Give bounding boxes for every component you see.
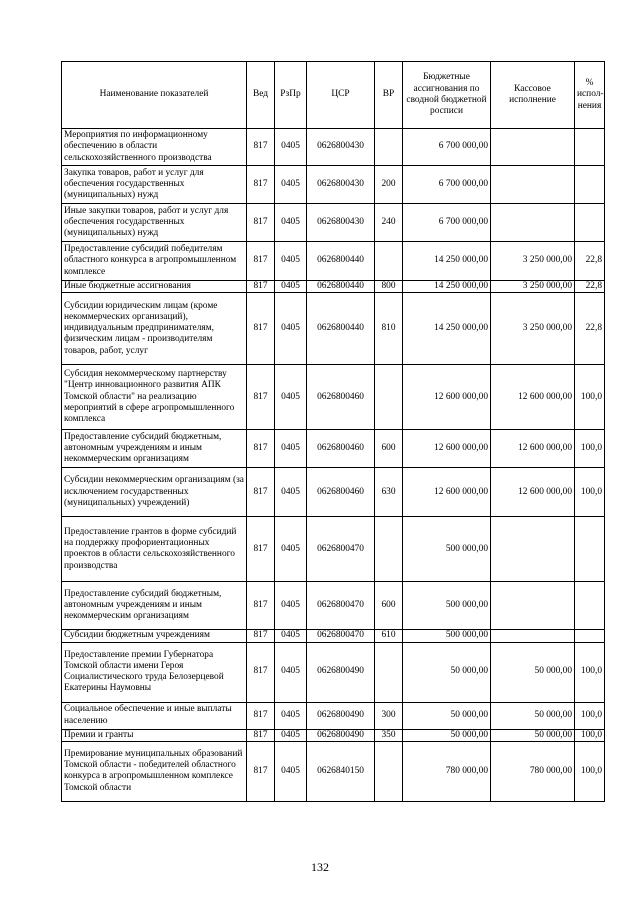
cell-csr: 0626800440	[307, 281, 375, 293]
cell-name: Субсидия некоммерческому партнерству "Центр инновационного развития АПК Томской области" на реализацию мероприятий в сфере агропромышленного комплекса	[62, 365, 247, 430]
cell-vr	[375, 642, 403, 702]
cell-ved: 817	[247, 741, 275, 801]
cell-ved: 817	[247, 242, 275, 281]
cell-cash	[491, 582, 575, 630]
header-cash: Кассовое исполнение	[491, 62, 575, 129]
cell-name: Предоставление субсидий победителям областного конкурса в агропромышленном комплексе	[62, 242, 247, 281]
cell-vr: 300	[375, 702, 403, 729]
cell-name: Предоставление премии Губернатора Томской области имени Героя Социалистического труда Белозерцевой Екатерины Наумовны	[62, 642, 247, 702]
cell-rzpr: 0405	[275, 517, 307, 582]
table-row	[62, 517, 605, 582]
cell-ved: 817	[247, 517, 275, 582]
cell-name: Закупка товаров, работ и услуг для обеспечения государственных (муниципальных) нужд	[62, 166, 247, 204]
cell-ved: 817	[247, 468, 275, 517]
cell-cash: 12 600 000,00	[491, 365, 575, 430]
header-rzpr: РзПр	[275, 62, 307, 129]
cell-vr	[375, 517, 403, 582]
cell-rzpr: 0405	[275, 129, 307, 166]
cell-name: Предоставление субсидий бюджетным, автономным учреждениям и иным некоммерческим организациям	[62, 430, 247, 468]
cell-csr: 0626800440	[307, 242, 375, 281]
cell-pct	[575, 630, 605, 642]
table-row	[62, 729, 605, 741]
header-vr: ВР	[375, 62, 403, 129]
cell-ved: 817	[247, 430, 275, 468]
cell-assign: 780 000,00	[403, 741, 491, 801]
cell-ved: 817	[247, 204, 275, 242]
cell-pct	[575, 129, 605, 166]
cell-name: Иные закупки товаров, работ и услуг для обеспечения государственных (муниципальных) нужд	[62, 204, 247, 242]
cell-ved: 817	[247, 281, 275, 293]
cell-ved: 817	[247, 129, 275, 166]
cell-csr: 0626800460	[307, 468, 375, 517]
cell-pct: 100,0	[575, 741, 605, 801]
cell-rzpr: 0405	[275, 242, 307, 281]
cell-cash	[491, 517, 575, 582]
header-pct: % испол-нения	[575, 62, 605, 129]
cell-rzpr: 0405	[275, 430, 307, 468]
cell-vr: 200	[375, 166, 403, 204]
cell-name: Иные бюджетные ассигнования	[62, 281, 247, 293]
table-row	[62, 204, 605, 242]
cell-csr: 0626800470	[307, 630, 375, 642]
table-row	[62, 630, 605, 642]
cell-cash: 12 600 000,00	[491, 430, 575, 468]
cell-rzpr: 0405	[275, 365, 307, 430]
cell-csr: 0626800470	[307, 517, 375, 582]
cell-assign: 14 250 000,00	[403, 242, 491, 281]
header-name: Наименование показателей	[62, 62, 247, 129]
cell-pct: 100,0	[575, 729, 605, 741]
cell-assign: 6 700 000,00	[403, 204, 491, 242]
cell-name: Субсидии некоммерческим организациям (за исключением государственных (муниципальных) учреждений)	[62, 468, 247, 517]
cell-rzpr: 0405	[275, 729, 307, 741]
cell-assign: 500 000,00	[403, 517, 491, 582]
cell-pct: 100,0	[575, 468, 605, 517]
cell-pct: 22,8	[575, 281, 605, 293]
cell-vr	[375, 741, 403, 801]
table-row	[62, 365, 605, 430]
cell-csr: 0626800430	[307, 129, 375, 166]
table-row	[62, 281, 605, 293]
cell-vr: 600	[375, 430, 403, 468]
cell-pct: 100,0	[575, 365, 605, 430]
cell-pct: 100,0	[575, 430, 605, 468]
table-row	[62, 642, 605, 702]
cell-cash	[491, 204, 575, 242]
cell-csr: 0626840150	[307, 741, 375, 801]
table-row	[62, 702, 605, 729]
cell-name: Мероприятия по информационному обеспечению в области сельскохозяйственного производства	[62, 129, 247, 166]
cell-pct: 22,8	[575, 242, 605, 281]
cell-name: Премии и гранты	[62, 729, 247, 741]
cell-vr: 610	[375, 630, 403, 642]
cell-assign: 50 000,00	[403, 642, 491, 702]
cell-vr: 350	[375, 729, 403, 741]
cell-assign: 50 000,00	[403, 729, 491, 741]
header-assign: Бюджетные ассигнования по сводной бюджетной росписи	[403, 62, 491, 129]
cell-vr	[375, 242, 403, 281]
cell-cash	[491, 630, 575, 642]
cell-csr: 0626800430	[307, 204, 375, 242]
cell-name: Субсидии юридическим лицам (кроме некоммерческих организаций), индивидуальным предпринимателям, физическим лицам - производителям товаров, работ, услуг	[62, 293, 247, 365]
cell-assign: 12 600 000,00	[403, 365, 491, 430]
cell-rzpr: 0405	[275, 582, 307, 630]
cell-assign: 6 700 000,00	[403, 166, 491, 204]
cell-cash: 3 250 000,00	[491, 281, 575, 293]
cell-vr: 240	[375, 204, 403, 242]
table-row	[62, 166, 605, 204]
table-row	[62, 582, 605, 630]
cell-csr: 0626800490	[307, 702, 375, 729]
cell-ved: 817	[247, 702, 275, 729]
cell-pct: 100,0	[575, 702, 605, 729]
table-row	[62, 242, 605, 281]
cell-vr	[375, 129, 403, 166]
cell-csr: 0626800490	[307, 729, 375, 741]
cell-rzpr: 0405	[275, 702, 307, 729]
cell-vr	[375, 365, 403, 430]
cell-rzpr: 0405	[275, 204, 307, 242]
table-row	[62, 293, 605, 365]
cell-ved: 817	[247, 293, 275, 365]
cell-cash	[491, 166, 575, 204]
cell-vr: 800	[375, 281, 403, 293]
cell-vr: 630	[375, 468, 403, 517]
budget-table	[61, 61, 605, 802]
table-row	[62, 129, 605, 166]
cell-cash: 3 250 000,00	[491, 242, 575, 281]
cell-ved: 817	[247, 582, 275, 630]
page-number: 132	[311, 860, 329, 874]
cell-pct	[575, 166, 605, 204]
cell-csr: 0626800460	[307, 365, 375, 430]
cell-ved: 817	[247, 630, 275, 642]
cell-assign: 14 250 000,00	[403, 293, 491, 365]
header-ved: Вед	[247, 62, 275, 129]
cell-ved: 817	[247, 365, 275, 430]
cell-csr: 0626800470	[307, 582, 375, 630]
cell-cash: 50 000,00	[491, 642, 575, 702]
cell-name: Субсидии бюджетным учреждениям	[62, 630, 247, 642]
cell-rzpr: 0405	[275, 468, 307, 517]
header-csr: ЦСР	[307, 62, 375, 129]
cell-csr: 0626800460	[307, 430, 375, 468]
cell-cash	[491, 129, 575, 166]
cell-vr: 810	[375, 293, 403, 365]
cell-pct	[575, 517, 605, 582]
cell-csr: 0626800440	[307, 293, 375, 365]
cell-vr: 600	[375, 582, 403, 630]
cell-name: Социальное обеспечение и иные выплаты населению	[62, 702, 247, 729]
cell-assign: 12 600 000,00	[403, 430, 491, 468]
cell-name: Предоставление грантов в форме субсидий на поддержку профориентационных проектов в области сельскохозяйственного производства	[62, 517, 247, 582]
cell-rzpr: 0405	[275, 293, 307, 365]
cell-csr: 0626800430	[307, 166, 375, 204]
cell-cash: 780 000,00	[491, 741, 575, 801]
header-row	[62, 62, 605, 129]
table-row	[62, 741, 605, 801]
cell-rzpr: 0405	[275, 642, 307, 702]
cell-pct	[575, 204, 605, 242]
cell-rzpr: 0405	[275, 741, 307, 801]
cell-cash: 50 000,00	[491, 729, 575, 741]
cell-assign: 12 600 000,00	[403, 468, 491, 517]
cell-ved: 817	[247, 166, 275, 204]
cell-pct: 100,0	[575, 642, 605, 702]
cell-name: Предоставление субсидий бюджетным, автономным учреждениям и иным некоммерческим организациям	[62, 582, 247, 630]
cell-ved: 817	[247, 729, 275, 741]
cell-assign: 6 700 000,00	[403, 129, 491, 166]
table-row	[62, 430, 605, 468]
cell-cash: 3 250 000,00	[491, 293, 575, 365]
cell-cash: 50 000,00	[491, 702, 575, 729]
cell-rzpr: 0405	[275, 281, 307, 293]
table-row	[62, 468, 605, 517]
cell-assign: 500 000,00	[403, 630, 491, 642]
cell-pct	[575, 582, 605, 630]
cell-assign: 14 250 000,00	[403, 281, 491, 293]
cell-rzpr: 0405	[275, 166, 307, 204]
cell-pct: 22,8	[575, 293, 605, 365]
cell-cash: 12 600 000,00	[491, 468, 575, 517]
cell-assign: 500 000,00	[403, 582, 491, 630]
cell-name: Премирование муниципальных образований Томской области - победителей областного конкурса в агропромышленном комплексе Томской области	[62, 741, 247, 801]
cell-csr: 0626800490	[307, 642, 375, 702]
cell-rzpr: 0405	[275, 630, 307, 642]
cell-ved: 817	[247, 642, 275, 702]
cell-assign: 50 000,00	[403, 702, 491, 729]
